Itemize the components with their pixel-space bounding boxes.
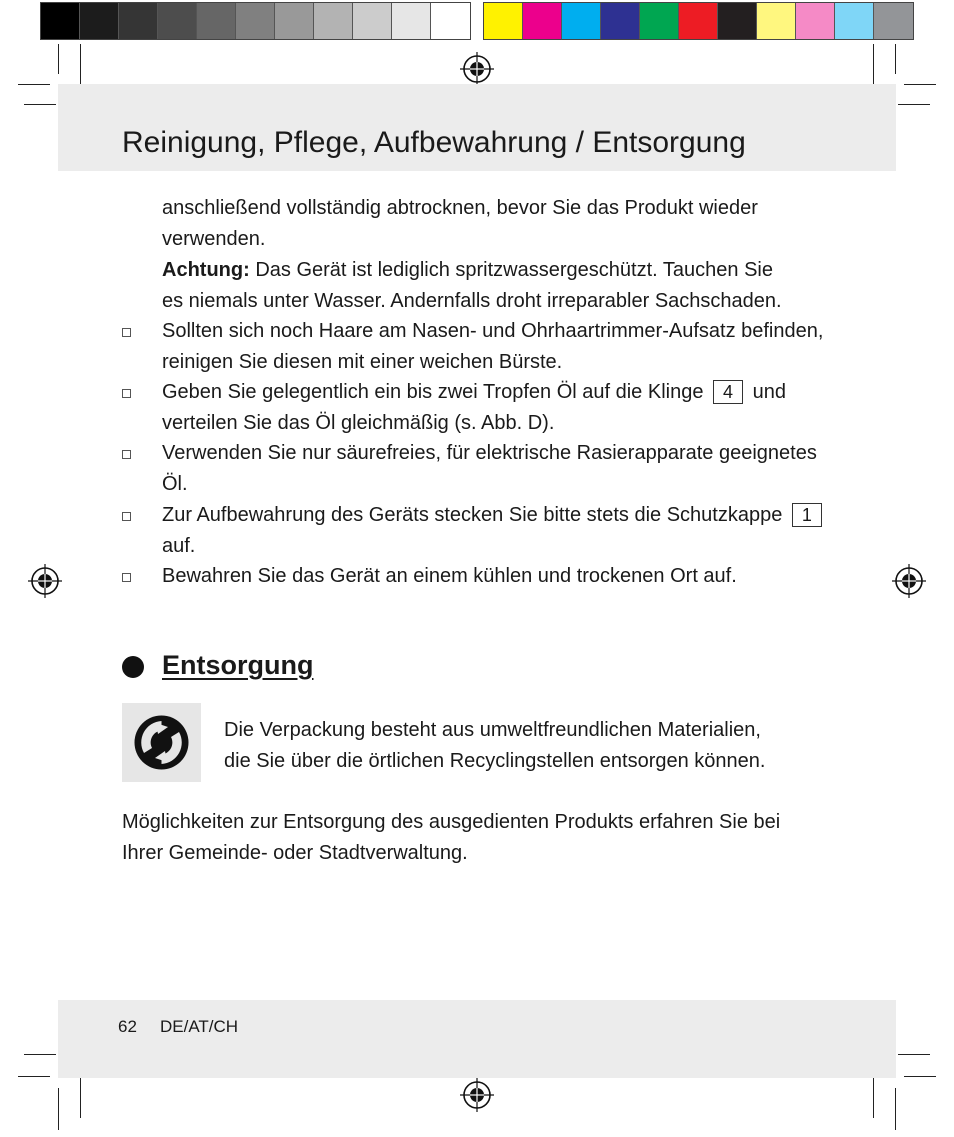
product-disposal-line-1: Möglichkeiten zur Entsorgung des ausgedienten Produkts erfahren Sie bei [122,811,781,833]
green-dot-recycling-icon [122,703,201,782]
part-reference-badge: 1 [792,503,822,527]
color-swatch [562,3,601,39]
color-swatch [484,3,523,39]
page-number: 62 [118,1017,137,1036]
registration-mark-top [460,52,494,86]
packaging-line-2: die Sie über die örtlichen Recyclingstellen entsorgen können. [224,750,766,772]
gray-swatch [80,3,119,39]
warning-paragraph [162,255,842,317]
checkbox-bullet-icon [122,450,131,459]
list-item-line-1: Zur Aufbewahrung des Geräts stecken Sie bitte stets die Schutzkappe [162,504,783,526]
list-item-line-2: reinigen Sie diesen mit einer weichen Bürste. [162,351,563,373]
list-item-line-2: Öl. [162,473,188,495]
registration-mark-right [892,564,926,598]
intro-line-1: anschließend vollständig abtrocknen, bevor Sie das Produkt wieder [162,197,758,219]
color-swatch [523,3,562,39]
list-item-line-1: Sollten sich noch Haare am Nasen- und Ohrhaartrimmer-Aufsatz befinden, [162,320,824,342]
warning-label: Achtung: [162,259,250,281]
checkbox-bullet-icon [122,389,131,398]
list-item-line-1: Verwenden Sie nur säurefreies, für elektrische Rasierapparate geeignetes [162,442,817,464]
gray-swatch [197,3,236,39]
gray-swatch [158,3,197,39]
list-item-line-1-end: und [752,381,786,403]
product-disposal-line-2: Ihrer Gemeinde- oder Stadtverwaltung. [122,842,468,864]
recycling-symbol-icon [122,703,201,782]
region-label: DE/AT/CH [160,1017,239,1036]
intro-line-2: verwenden. [162,228,266,250]
color-calibration-bar [483,2,914,40]
list-item-line-2: auf. [162,535,196,557]
section-bullet-icon [122,656,144,678]
gray-swatch [119,3,158,39]
gray-swatch [236,3,275,39]
color-swatch [757,3,796,39]
grayscale-calibration-bar [40,2,471,40]
gray-swatch [392,3,431,39]
packaging-line-1: Die Verpackung besteht aus umweltfreundlichen Materialien, [224,719,761,741]
footer-band [58,1000,896,1078]
gray-swatch [275,3,314,39]
checkbox-bullet-icon [122,512,131,521]
part-reference-badge: 4 [713,380,743,404]
gray-swatch [41,3,80,39]
product-disposal-info [122,807,862,869]
color-swatch [874,3,913,39]
color-swatch [796,3,835,39]
color-swatch [679,3,718,39]
intro-paragraph [162,193,842,255]
registration-mark-left [28,564,62,598]
gray-swatch [314,3,353,39]
section-heading: Entsorgung [162,650,314,680]
color-swatch [640,3,679,39]
list-item-line-1: Geben Sie gelegentlich ein bis zwei Tropfen Öl auf die Klinge [162,381,704,403]
registration-mark-bottom [460,1078,494,1112]
checkbox-bullet-icon [122,573,131,582]
page-title: Reinigung, Pflege, Aufbewahrung / Entsorgung [122,126,746,159]
color-swatch [718,3,757,39]
checkbox-bullet-icon [122,328,131,337]
gray-swatch [431,3,470,39]
list-item-line-2: verteilen Sie das Öl gleichmäßig (s. Abb. D). [162,412,555,434]
color-swatch [601,3,640,39]
list-item-line-1: Bewahren Sie das Gerät an einem kühlen und trockenen Ort auf. [162,565,737,587]
warning-text-2: es niemals unter Wasser. Andernfalls droht irreparabler Sachschaden. [162,290,782,312]
warning-text-1: Das Gerät ist lediglich spritzwassergeschützt. Tauchen Sie [249,259,773,281]
packaging-info [224,715,844,777]
color-swatch [835,3,874,39]
gray-swatch [353,3,392,39]
